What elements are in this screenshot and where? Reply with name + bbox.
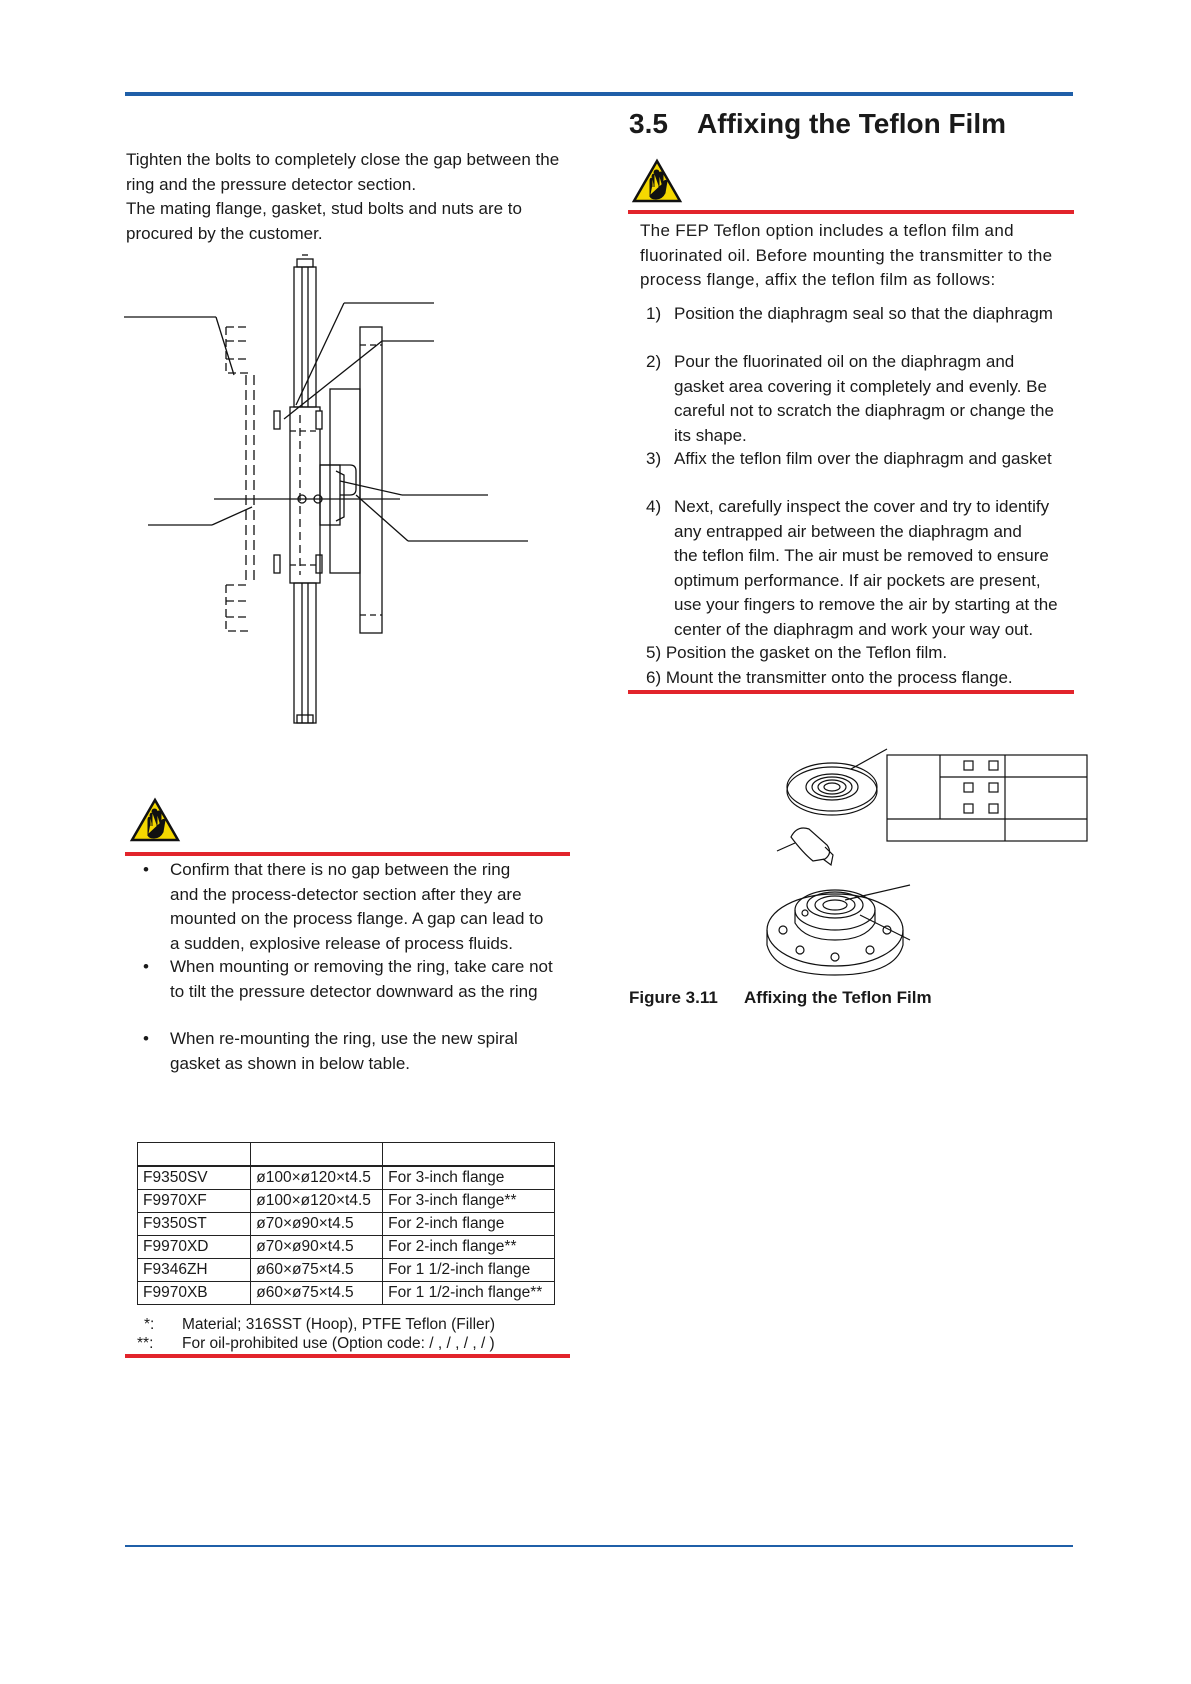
steps-tail: 5) Position the gasket on the Teflon film. 6) Mount the transmitter onto the process flange. — [646, 643, 1013, 687]
table-row: F9350ST ø70×ø90×t4.5 For 2-inch flange — [138, 1213, 555, 1236]
caution-bullet-1: • Confirm that there is no gap between the ring and the process-detector section after they are mounted on the process flange. A gap can lead to a sudden, explosive release of process fluids. — [143, 860, 544, 953]
footer-rule — [125, 1545, 1073, 1547]
step-3: 3) Affix the teflon film over the diaphragm and gasket — [646, 449, 1052, 468]
table-row: F9970XF ø100×ø120×t4.5 For 3-inch flange** — [138, 1190, 555, 1213]
teflon-intro: The FEP Teflon option includes a teflon film and fluorinated oil. Before mounting the transmitter to the process flange, affix the teflon film as follows: — [640, 221, 1053, 289]
table-end-rule — [125, 1354, 570, 1358]
section-number: 3.5 — [629, 108, 668, 139]
caution-bullet-2: • When mounting or removing the ring, take care not to tilt the pressure detector downward as the ring — [143, 957, 553, 1001]
table-row: F9350SV ø100×ø120×t4.5 For 3-inch flange — [138, 1166, 555, 1190]
step-2: 2) Pour the fluorinated oil on the diaphragm and gasket area covering it completely and evenly. Be careful not to scratch the diaphragm or change the its shape. — [646, 352, 1054, 445]
caution-icon-right — [632, 159, 682, 203]
table-header-row — [138, 1143, 555, 1167]
ring-mounting-diagram — [130, 255, 580, 725]
figure-title: Affixing the Teflon Film — [744, 988, 932, 1007]
caution-bullet-3: • When re-mounting the ring, use the new spiral gasket as shown in below table. — [143, 1029, 518, 1073]
step-4: 4) Next, carefully inspect the cover and try to identify any entrapped air between the diaphragm and the teflon film. The air must be removed to ensure optimum performance. If air pockets are present, use your fingers to remove the air by starting at the center of the diaphragm and work your way out. — [646, 497, 1058, 639]
caution-icon — [130, 798, 180, 842]
teflon-film-figure — [765, 745, 1090, 975]
table-note-2: **: For oil-prohibited use (Option code: / , / , / , / ) — [137, 1335, 495, 1352]
intro-paragraph: Tighten the bolts to completely close the gap between the ring and the pressure detector section. The mating flange, gasket, stud bolts and nuts are to procured by the customer. — [126, 150, 560, 243]
right-caution-rule-top — [628, 210, 1074, 214]
right-caution-rule-bottom — [628, 690, 1074, 694]
step-1: 1) Position the diaphragm seal so that the diaphragm — [646, 304, 1053, 323]
header-rule — [125, 92, 1073, 96]
table-row: F9970XD ø70×ø90×t4.5 For 2-inch flange** — [138, 1236, 555, 1259]
table-row: F9346ZH ø60×ø75×t4.5 For 1 1/2-inch flange — [138, 1259, 555, 1282]
section-title: Affixing the Teflon Film — [697, 108, 1007, 139]
table-note-1: *: Material; 316SST (Hoop), PTFE Teflon (Filler) — [144, 1316, 495, 1333]
figure-number: Figure 3.11 — [629, 988, 718, 1007]
caution-rule-top — [125, 852, 570, 856]
gasket-table — [137, 1142, 555, 1305]
table-row: F9970XB ø60×ø75×t4.5 For 1 1/2-inch flange** — [138, 1282, 555, 1305]
